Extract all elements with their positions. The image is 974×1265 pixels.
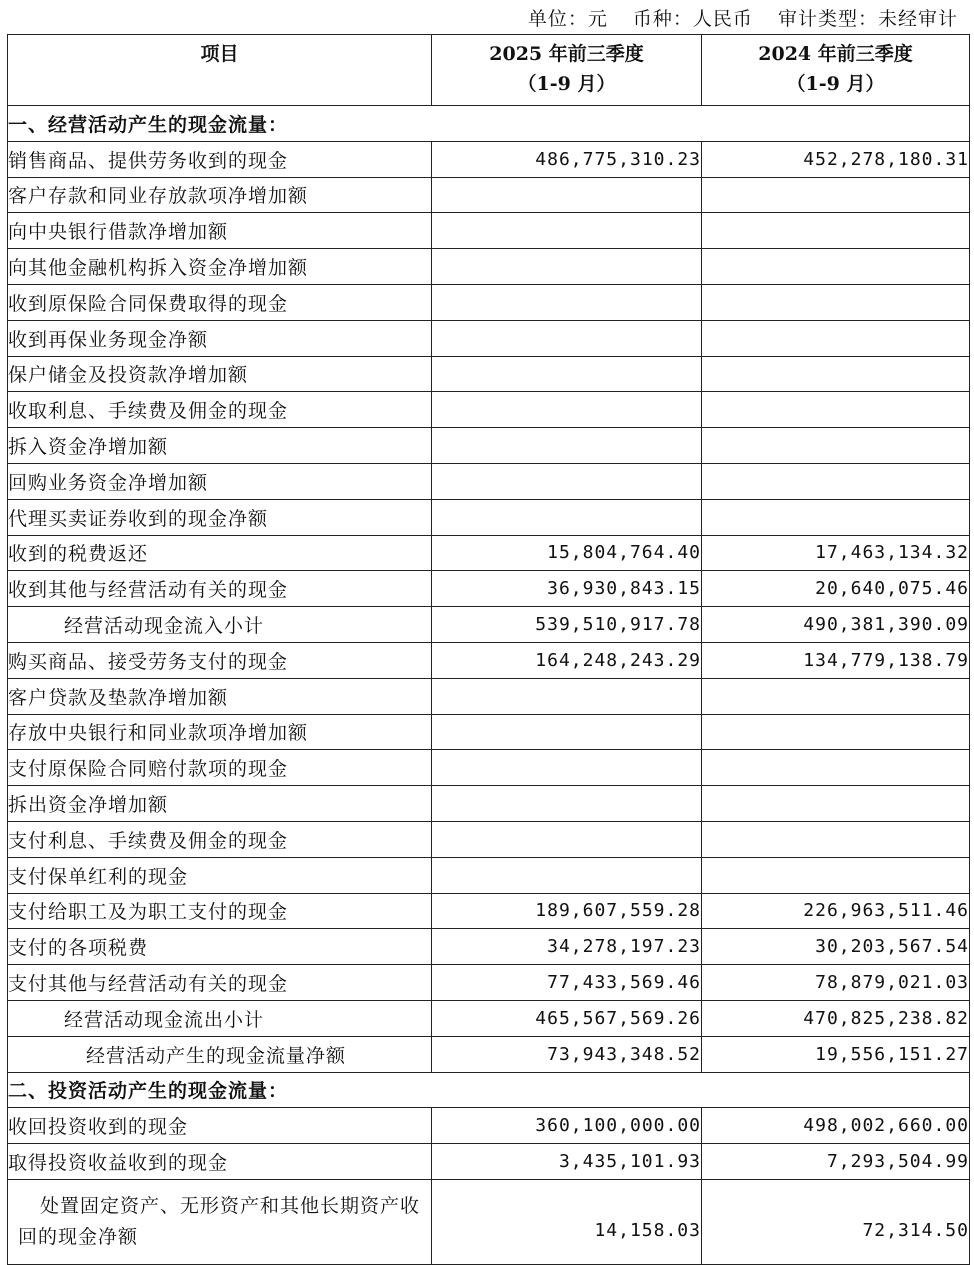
table-row	[8, 893, 970, 929]
row-label: 客户存款和同业存放款项净增加额	[8, 177, 432, 213]
value-2025	[432, 320, 702, 356]
value-2025: 3,435,101.93	[432, 1144, 702, 1180]
value-2024: 19,556,151.27	[702, 1036, 970, 1072]
value-2024	[702, 786, 970, 822]
row-label: 存放中央银行和同业款项净增加额	[8, 714, 432, 750]
row-label: 销售商品、提供劳务收到的现金	[8, 141, 432, 177]
value-2024: 17,463,134.32	[702, 535, 970, 571]
row-label: 收回投资收到的现金	[8, 1108, 432, 1144]
header-2024	[702, 35, 970, 106]
table-row	[8, 1144, 970, 1180]
table-row	[8, 1036, 970, 1072]
table-row	[8, 320, 970, 356]
table-row	[8, 929, 970, 965]
row-label: 收到原保险合同保费取得的现金	[8, 284, 432, 320]
table-row	[8, 678, 970, 714]
row-label: 支付的各项税费	[8, 929, 432, 965]
currency-label: 币种：人民币	[632, 8, 753, 30]
value-2024	[702, 177, 970, 213]
row-label: 回购业务资金净增加额	[8, 463, 432, 499]
table-row	[8, 535, 970, 571]
section-row	[8, 1072, 970, 1108]
value-2024	[702, 392, 970, 428]
value-2025: 15,804,764.40	[432, 535, 702, 571]
row-label: 收到再保业务现金净额	[8, 320, 432, 356]
value-2025	[432, 249, 702, 285]
cash-flow-table	[7, 34, 970, 1265]
row-label: 购买商品、接受劳务支付的现金	[8, 642, 432, 678]
value-2024: 470,825,238.82	[702, 1000, 970, 1036]
audit-type-label: 审计类型：未经审计	[777, 8, 958, 30]
header-2025-line2: （1-9 月）	[517, 73, 616, 95]
value-2024: 78,879,021.03	[702, 965, 970, 1001]
header-2024-line2: （1-9 月）	[786, 73, 885, 95]
value-2025	[432, 463, 702, 499]
value-2025: 77,433,569.46	[432, 965, 702, 1001]
table-row	[8, 428, 970, 464]
row-label: 向其他金融机构拆入资金净增加额	[8, 249, 432, 285]
value-2025: 539,510,917.78	[432, 607, 702, 643]
value-2025	[432, 213, 702, 249]
header-item	[8, 35, 432, 106]
section-row	[8, 106, 970, 142]
table-row	[8, 213, 970, 249]
value-2025	[432, 678, 702, 714]
value-2024: 134,779,138.79	[702, 642, 970, 678]
value-2024	[702, 499, 970, 535]
row-label: 拆出资金净增加额	[8, 786, 432, 822]
table-header-row	[8, 35, 970, 106]
table-row	[8, 249, 970, 285]
value-2024	[702, 821, 970, 857]
value-2025: 73,943,348.52	[432, 1036, 702, 1072]
report-meta	[510, 4, 958, 31]
row-label: 收到的税费返还	[8, 535, 432, 571]
section-title: 二、投资活动产生的现金流量：	[8, 1072, 970, 1108]
row-label: 处置固定资产、无形资产和其他长期资产收回的现金净额	[8, 1179, 432, 1264]
value-2025	[432, 750, 702, 786]
unit-label: 单位：元	[527, 8, 608, 30]
value-2025	[432, 821, 702, 857]
table-row	[8, 714, 970, 750]
value-2024	[702, 356, 970, 392]
row-label: 向中央银行借款净增加额	[8, 213, 432, 249]
value-2024: 498,002,660.00	[702, 1108, 970, 1144]
value-2024: 7,293,504.99	[702, 1144, 970, 1180]
value-2024: 30,203,567.54	[702, 929, 970, 965]
row-label: 客户贷款及垫款净增加额	[8, 678, 432, 714]
table-row	[8, 1000, 970, 1036]
header-2025	[432, 35, 702, 106]
table-row	[8, 1108, 970, 1144]
header-item-label: 项目	[200, 43, 239, 65]
value-2025: 14,158.03	[432, 1179, 702, 1264]
value-2025	[432, 284, 702, 320]
table-row	[8, 571, 970, 607]
value-2025	[432, 428, 702, 464]
value-2024	[702, 284, 970, 320]
table-row	[8, 177, 970, 213]
row-label: 拆入资金净增加额	[8, 428, 432, 464]
value-2024: 226,963,511.46	[702, 893, 970, 929]
section-title: 一、经营活动产生的现金流量：	[8, 106, 970, 142]
value-2024	[702, 213, 970, 249]
value-2024: 72,314.50	[702, 1179, 970, 1264]
table-row	[8, 821, 970, 857]
value-2025	[432, 392, 702, 428]
value-2024	[702, 320, 970, 356]
value-2025	[432, 857, 702, 893]
value-2025	[432, 499, 702, 535]
row-label: 代理买卖证券收到的现金净额	[8, 499, 432, 535]
table-row	[8, 642, 970, 678]
value-2025: 360,100,000.00	[432, 1108, 702, 1144]
row-label: 支付原保险合同赔付款项的现金	[8, 750, 432, 786]
table-row	[8, 463, 970, 499]
row-label: 经营活动现金流出小计	[8, 1000, 432, 1036]
value-2025	[432, 356, 702, 392]
value-2024	[702, 750, 970, 786]
table-row	[8, 965, 970, 1001]
row-label: 保户储金及投资款净增加额	[8, 356, 432, 392]
value-2025: 189,607,559.28	[432, 893, 702, 929]
table-row	[8, 1179, 970, 1264]
row-label: 支付保单红利的现金	[8, 857, 432, 893]
table-row	[8, 750, 970, 786]
value-2025	[432, 786, 702, 822]
value-2024: 452,278,180.31	[702, 141, 970, 177]
value-2025: 164,248,243.29	[432, 642, 702, 678]
value-2025	[432, 714, 702, 750]
header-2025-line1: 2025 年前三季度	[489, 43, 644, 65]
table-row	[8, 356, 970, 392]
table-row	[8, 284, 970, 320]
value-2025: 486,775,310.23	[432, 141, 702, 177]
table-row	[8, 607, 970, 643]
table-row	[8, 392, 970, 428]
value-2025	[432, 177, 702, 213]
value-2024	[702, 463, 970, 499]
table-row	[8, 499, 970, 535]
row-label: 取得投资收益收到的现金	[8, 1144, 432, 1180]
value-2024: 20,640,075.46	[702, 571, 970, 607]
value-2024	[702, 249, 970, 285]
table-row	[8, 141, 970, 177]
row-label: 支付其他与经营活动有关的现金	[8, 965, 432, 1001]
row-label: 支付利息、手续费及佣金的现金	[8, 821, 432, 857]
value-2025: 36,930,843.15	[432, 571, 702, 607]
row-label: 经营活动现金流入小计	[8, 607, 432, 643]
table-row	[8, 857, 970, 893]
value-2024: 490,381,390.09	[702, 607, 970, 643]
value-2025: 465,567,569.26	[432, 1000, 702, 1036]
table-row	[8, 786, 970, 822]
table-body	[8, 106, 970, 1265]
value-2025: 34,278,197.23	[432, 929, 702, 965]
value-2024	[702, 428, 970, 464]
value-2024	[702, 678, 970, 714]
row-label: 支付给职工及为职工支付的现金	[8, 893, 432, 929]
row-label: 收取利息、手续费及佣金的现金	[8, 392, 432, 428]
value-2024	[702, 714, 970, 750]
value-2024	[702, 857, 970, 893]
row-label: 经营活动产生的现金流量净额	[8, 1036, 432, 1072]
header-2024-line1: 2024 年前三季度	[758, 43, 913, 65]
row-label: 收到其他与经营活动有关的现金	[8, 571, 432, 607]
